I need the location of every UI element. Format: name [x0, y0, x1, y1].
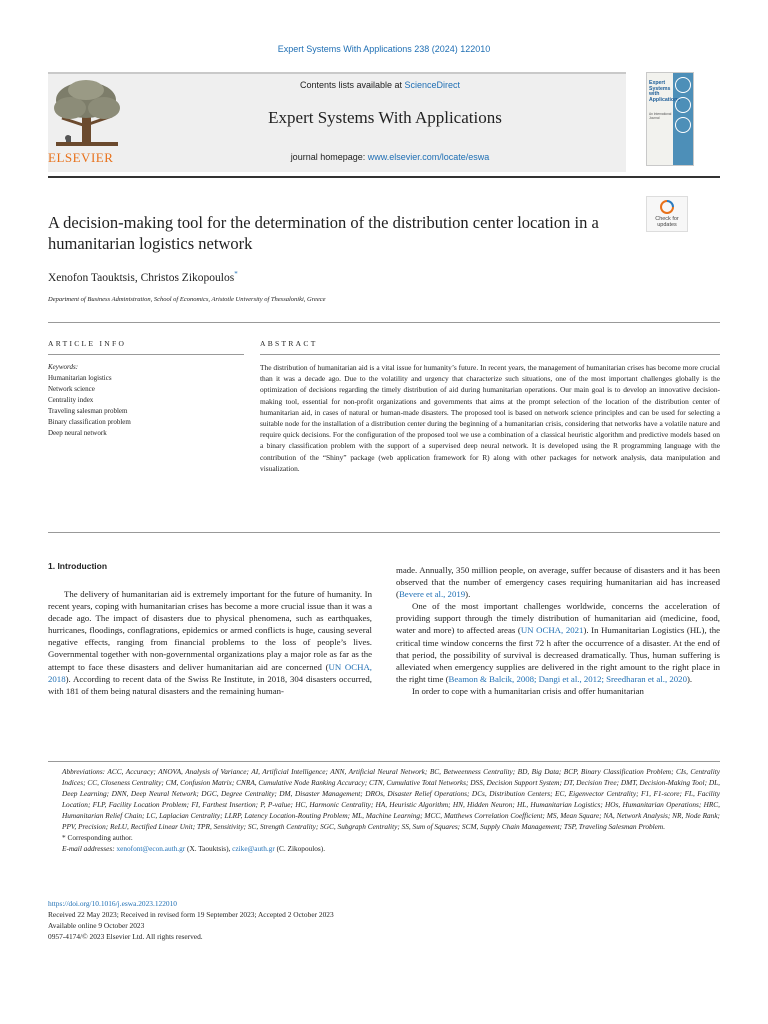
- elsevier-logo[interactable]: [48, 78, 126, 166]
- tree-logo-icon: [48, 78, 126, 150]
- homepage-prefix: journal homepage:: [290, 152, 368, 162]
- paragraph-text: In order to cope with a humanitarian crisis and offer humanitarian: [412, 685, 644, 696]
- check-for-updates-button[interactable]: [646, 196, 688, 232]
- body-column-right: [396, 564, 720, 697]
- available-online: Available online 9 October 2023: [48, 921, 145, 930]
- abstract-text: The distribution of humanitarian aid is a vital issue for humanity’s future. In recent years, the management of humanitarian crises has become more crucial than it was a decade ago. Due to the volatility and urgency that characterize such situations, one of the most important challenges globally is the optimization of decisions regarding the timely distribution of aid during humanitarian operations. Our main goal is to develop an innovative decision-making tool, essential for non-profit organizations and governments that aims at the prompt selection of the location of the distribution center of humanitarian aid, in cases of natural or human-made disasters. The proposed tool is based on network science principles and can be used for selecting a suitable node for the installation of a distribution center during the beginning of a humanitarian crisis, considering that networks have a volatile nature and require quick decisions. For the configuration of the proposed tool we use a combination of a classical heuristic algorithm and predictive models based on a binary classification problem with the support of a supervised deep neural network. It is developed using the R programming language with the contribution of the “Shiny” package (web application framework for R) along with other packages for network analysis, data manipulation and visualization.: [260, 363, 720, 473]
- contents-prefix: Contents lists available at: [299, 80, 405, 90]
- footnotes: [48, 766, 720, 854]
- paragraph-text: ).: [465, 589, 471, 600]
- email-footnote: [48, 843, 720, 854]
- abstract-bottom-rule: [48, 532, 720, 533]
- article-info-heading: ARTICLE INFO: [48, 339, 127, 348]
- journal-homepage-link[interactable]: www.elsevier.com/locate/eswa: [367, 152, 490, 162]
- body-paragraph: [396, 564, 720, 600]
- cover-title: Expert Systems with Applications: [649, 80, 681, 103]
- author-affiliation: Department of Business Administration, School of Economics, Aristotle University of Thessaloniki, Greece: [48, 296, 326, 303]
- keywords-label: Keywords:: [48, 363, 79, 371]
- paragraph-text: made. Annually, 350 million people, on average, suffer because of disasters and it has been observed that the number of emergency cases requiring humanitarian aid has increased (: [396, 565, 720, 600]
- citation-link[interactable]: Bevere et al., 2019: [398, 589, 466, 600]
- keyword-item: Centrality index: [48, 396, 94, 404]
- abstract-rule: [260, 354, 720, 355]
- citation-link[interactable]: Beamon & Balcik, 2008; Dangi et al., 2012; Sreedharan et al., 2020: [448, 673, 687, 684]
- email-link[interactable]: czike@auth.gr: [232, 844, 275, 853]
- keyword-item: Network science: [48, 385, 95, 393]
- keywords-block: [48, 362, 244, 439]
- citation-link[interactable]: UN OCHA, 2018: [48, 661, 372, 684]
- abbreviations-footnote: Abbreviations: ACC, Accuracy; ANOVA, Analysis of Variance; AI, Artificial Intelligence; ANN, Artificial Neural Network; BC, Betweenness Centrality; BD, Big Data; BCP, Binary Classification Problem; CIs, Centrality Indices; CC, Closeness Centrality; CM, Confusion Matrix; CNRA, Cumulative Node Ranking Accuracy; CTN, Cumulative Total Networks; DSS, Decision Support System; DT, Decision Tree; DMT, Decision-Making Tool; DL, Deep Learning; DNN, Deep Neural Network; DGC, Degree Centrality; DM, Disaster Management; DROs, Disaster Relief Operations; DCs, Distribution Centers; EC, Eigenvector Centrality; F1, F1-score; FL, Facility Location; FLP, Facility Location Problem; FI, Farthest Insertion; P, P-value; HC, Harmonic Centrality; HA, Heuristic Algorithm; HN, Hidden Neuron; HL, Humanitarian Logistics; HOs, Humanitarian Operations; HRC, Humanitarian Relief Chain; LC, Laplacian Centrality; LLRP, Latency Location-Routing Problem; ML, Machine Learning; MCC, Matthews Correlation Coefficient; MS, Mean Square; NA, Network Analysis; NR, Node Rank; PPV, Precision; ReLU, Rectified Linear Unit; TPR, Sensitivity; SC, Strength Centrality; SGC, Subgraph Centrality; SS, Sum of Squares; SCM, Supply Chain Management; TSP, Traveling Salesman Problem.: [62, 767, 720, 831]
- footnote-rule: [48, 761, 720, 762]
- header-rule: [48, 176, 720, 178]
- contents-line: [230, 80, 530, 90]
- sciencedirect-link[interactable]: ScienceDirect: [404, 80, 461, 90]
- check-updates-line1: Check for: [655, 216, 679, 222]
- email-owner: (X. Taouktsis),: [185, 844, 233, 853]
- paragraph-text: ). In Humanitarian Logistics (HL), the critical time window concerns the first 72 h after the occurrence of a disaster. At the end of that period, the possibility of survival is decreased dramatically. Thus, human suffering is alleviated when emergency supplies are delivered in the right amount to the right place in the right time (: [396, 625, 721, 684]
- journal-title: Expert Systems With Applications: [268, 108, 502, 127]
- section-rule: [48, 322, 720, 323]
- corresponding-author-footnote: * Corresponding author.: [62, 833, 133, 842]
- introduction-heading: 1. Introduction: [48, 561, 108, 571]
- author-list: [48, 270, 238, 284]
- check-updates-icon: [660, 200, 674, 214]
- homepage-line: [230, 152, 550, 162]
- keyword-item: Binary classification problem: [48, 418, 131, 426]
- abstract-heading: ABSTRACT: [260, 339, 318, 348]
- paragraph-text: ). According to recent data of the Swiss Re Institute, in 2018, 304 disasters occurred, with 181 of them being natural disasters and the remaining human-: [48, 673, 372, 696]
- cover-subtitle: An International Journal: [649, 112, 672, 120]
- journal-citation-link[interactable]: Expert Systems With Applications 238 (2024) 122010: [277, 44, 491, 54]
- email-link[interactable]: xenofont@econ.auth.gr: [116, 844, 186, 853]
- cover-graphic-icon: [675, 117, 691, 133]
- keyword-item: Deep neural network: [48, 429, 107, 437]
- keyword-item: Traveling salesman problem: [48, 407, 128, 415]
- elsevier-wordmark: ELSEVIER: [48, 150, 114, 165]
- email-owner: (C. Zikopoulos).: [274, 844, 326, 853]
- doi-link[interactable]: https://doi.org/10.1016/j.eswa.2023.122010: [48, 899, 177, 908]
- copyright: 0957-4174/© 2023 Elsevier Ltd. All rights reserved.: [48, 932, 203, 941]
- article-title: A decision-making tool for the determination of the distribution center location in a humanitarian logistics network: [48, 213, 599, 253]
- journal-cover-thumbnail[interactable]: [646, 72, 694, 166]
- check-updates-line2: updates: [657, 222, 677, 228]
- author-names: Xenofon Taouktsis, Christos Zikopoulos: [48, 271, 235, 284]
- cover-graphic-icon: [675, 77, 691, 93]
- paragraph-text: ).: [686, 673, 693, 684]
- email-label: E-mail addresses:: [62, 844, 117, 853]
- received-dates: Received 22 May 2023; Received in revised form 19 September 2023; Accepted 2 October 2023: [48, 910, 334, 919]
- body-paragraph: [48, 588, 372, 697]
- body-paragraph: [396, 685, 720, 697]
- citation-link[interactable]: UN OCHA, 2021: [520, 625, 584, 636]
- article-info-rule: [48, 354, 244, 355]
- article-metadata: [48, 898, 720, 942]
- body-column-left: [48, 588, 372, 697]
- body-paragraph: [396, 600, 720, 685]
- paragraph-text: The delivery of humanitarian aid is extremely important for the future of humanity. In recent years, coping with humanitarian crises has become a more crucial issue than it was a decade ago. The impact of disasters due to physical phenomena, such as earthquakes, hurricanes, floodings, conflagrations, epidemics or armed conflicts is huge, causing several negative effects, ranging from financial problems to the loss of people’s lives. Governmental together with non-governmental organizations play a major role as far as the attempt to face these disasters and deliver humanitarian aid are concerned (: [48, 589, 372, 672]
- cover-graphic-icon: [675, 97, 691, 113]
- corresponding-author-mark[interactable]: *: [234, 270, 238, 278]
- keyword-item: Humanitarian logistics: [48, 374, 112, 382]
- paragraph-text: One of the most important challenges worldwide, concerns the acceleration of providing support through the timely distribution of humanitarian aid (medicine, food, water and more) to affected areas (: [396, 601, 720, 636]
